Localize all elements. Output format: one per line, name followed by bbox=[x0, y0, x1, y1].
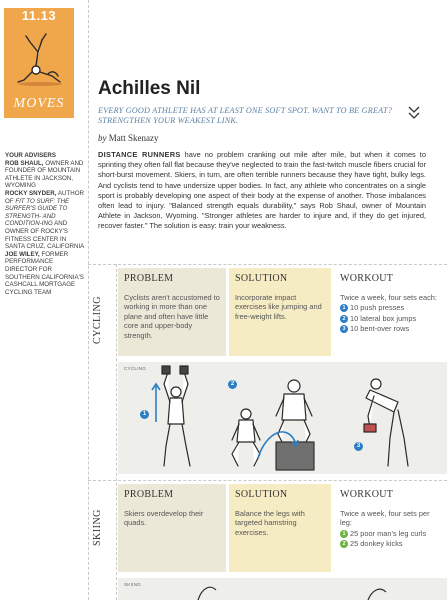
step-number: 3 bbox=[340, 325, 348, 333]
stretching-figure-icon bbox=[12, 30, 66, 88]
workout-item-text: 25 donkey kicks bbox=[350, 539, 403, 549]
section-label-cycling: CYCLING bbox=[92, 296, 103, 344]
workout-item bbox=[340, 324, 440, 333]
workout-item bbox=[340, 539, 440, 548]
workout-heading: WORKOUT bbox=[340, 489, 394, 500]
workout-item-text: 10 lateral box jumps bbox=[350, 313, 417, 323]
step-number: 2 bbox=[340, 315, 348, 323]
workout-list bbox=[340, 529, 440, 549]
workout-block bbox=[334, 290, 446, 356]
workout-item-text: 10 push presses bbox=[350, 303, 405, 313]
adviser-bio: AUTHOR OF bbox=[5, 189, 84, 205]
illustration-label: CYCLING bbox=[124, 366, 147, 371]
byline-author: Matt Skenazy bbox=[108, 133, 159, 143]
problem-heading: PROBLEM bbox=[118, 484, 226, 506]
article-deck: EVERY GOOD ATHLETE HAS AT LEAST ONE SOFT SPOT. WANT TO BE GREAT? STRENGTHEN YOUR WEAKEST LINK. bbox=[98, 106, 393, 125]
section-label-divider bbox=[116, 264, 117, 600]
workout-heading: WORKOUT bbox=[340, 273, 394, 284]
section-tab bbox=[4, 8, 74, 118]
skiing-exercise-illustration bbox=[118, 578, 447, 600]
illustration-label: SKIING bbox=[124, 582, 142, 587]
workout-list bbox=[340, 303, 440, 333]
advisers-list bbox=[5, 152, 87, 296]
body-text: have no problem cranking out mile after mile, but when it comes to sprinting they often fall flat because they've neglected to train the fast-twitch muscle fibers crucial for short-burst movement. Skiers, in turn, are often terrible runners because they have tight, bulky legs. And cyclists tend to have undersize upper bodies. In fact, any athlete who concentrates on a single sport is probably developing one aspect of their body at the expense of another. Those imbalances often lead to injury. "Balanced strength equals durability," says Rob Shaul, owner of Mountain Athlete in Jackson, Wyoming. "Stronger athletes are harder to injure and, if they do get injured, recover faster." The solution is easy: train your weakness. bbox=[98, 150, 426, 231]
step-number: 1 bbox=[340, 304, 348, 312]
skiing-figure-icon bbox=[118, 578, 447, 600]
book-title: FIT TO SURF: THE SURFER'S GUIDE TO STRENGTH- AND CONDITION-ING bbox=[5, 197, 70, 228]
section-divider-middle bbox=[88, 480, 447, 481]
cycling-exercise-illustration bbox=[118, 362, 447, 474]
section-divider-top bbox=[88, 264, 447, 265]
adviser-bio: FORMER PERFORMANCE DIRECTOR FOR SOUTHERN CALIFORNIA'S CASHCALL MORTGAGE CYCLING TEAM bbox=[5, 250, 84, 296]
workout-intro: Twice a week, four sets each: bbox=[340, 293, 437, 302]
article-title: Achilles Nil bbox=[98, 78, 201, 99]
byline bbox=[98, 133, 159, 143]
article-body bbox=[98, 150, 426, 232]
solution-text: Incorporate impact exercises like jumping and free-weight lifts. bbox=[229, 290, 331, 356]
problem-text: Cyclists aren't accustomed to working in more than one plane and often have little core and upper-body strength. bbox=[118, 290, 226, 356]
solution-text: Balance the legs with targeted hamstring exercises. bbox=[229, 506, 331, 572]
issue-number: 11.13 bbox=[21, 8, 57, 23]
step-number: 2 bbox=[340, 540, 348, 548]
exercise-marker: 3 bbox=[354, 442, 363, 451]
step-number: 1 bbox=[340, 530, 348, 538]
solution-heading: SOLUTION bbox=[229, 484, 331, 506]
adviser-name: ROCKY SNYDER, bbox=[5, 189, 57, 197]
workout-block bbox=[334, 506, 446, 572]
exercise-marker: 2 bbox=[228, 380, 237, 389]
adviser-bio: AND OWNER OF ROCKY'S FITNESS CENTER IN SANTA CRUZ, CALIFORNIA bbox=[5, 220, 85, 251]
workout-item-text: 10 bent-over rows bbox=[350, 324, 410, 334]
lead-in: DISTANCE RUNNERS bbox=[98, 150, 181, 159]
double-chevron-down-icon bbox=[408, 106, 420, 120]
problem-text: Skiers overdevelop their quads. bbox=[118, 506, 226, 572]
section-label-skiing: SKIING bbox=[92, 509, 103, 547]
exercise-marker: 1 bbox=[140, 410, 149, 419]
adviser-bio: OWNER AND FOUNDER OF MOUNTAIN ATHLETE IN JACKSON, WYOMING bbox=[5, 159, 84, 190]
sidebar-divider bbox=[88, 0, 89, 600]
solution-heading: SOLUTION bbox=[229, 268, 331, 290]
workout-item bbox=[340, 303, 440, 312]
workout-intro: Twice a week, four sets per leg: bbox=[340, 509, 430, 528]
exercise-figures-icon bbox=[118, 362, 447, 474]
section-title: MOVES bbox=[13, 96, 65, 111]
advisers-heading: YOUR ADVISERS bbox=[5, 152, 56, 159]
workout-item bbox=[340, 314, 440, 323]
problem-heading: PROBLEM bbox=[118, 268, 226, 290]
workout-item-text: 25 poor man's leg curls bbox=[350, 528, 427, 538]
adviser-name: ROB SHAUL, bbox=[5, 159, 44, 167]
workout-item bbox=[340, 529, 440, 538]
byline-prefix: by bbox=[98, 133, 107, 143]
adviser-name: JOE WILEY, bbox=[5, 250, 40, 258]
